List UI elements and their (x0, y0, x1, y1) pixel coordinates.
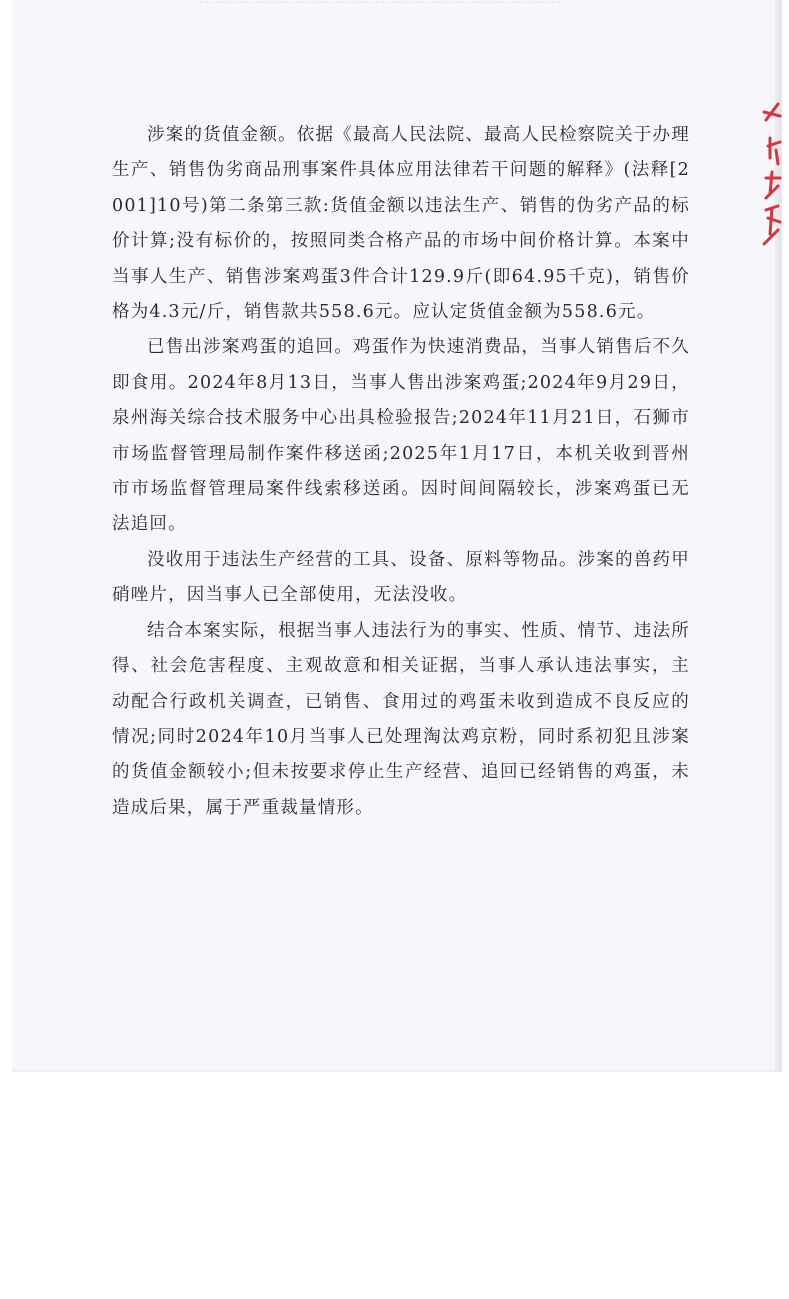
paragraph-recovery: 已售出涉案鸡蛋的追回。鸡蛋作为快速消费品，当事人销售后不久即食用。2024年8月13日，当事人售出涉案鸡蛋;2024年9月29日，泉州海关综合技术服务中心出具检验报告;2024年11月21日，石狮市市场监督管理局制作案件移送函;2025年1月17日，本机关收到晋州市市场监督管理局案件线索移送函。因时间间隔较长，涉案鸡蛋已无法追回。 (112, 337, 690, 535)
top-scan-artifact (200, 0, 560, 3)
document-body (112, 118, 690, 826)
paragraph-confiscation: 没收用于违法生产经营的工具、设备、原料等物品。涉案的兽药甲硝唑片，因当事人已全部使用，无法没收。 (112, 549, 690, 606)
red-seal-stamp (758, 98, 786, 248)
paragraph-discretion: 结合本案实际，根据当事人违法行为的事实、性质、情节、违法所得、社会危害程度、主观故意和相关证据，当事人承认违法事实，主动配合行政机关调查，已销售、食用过的鸡蛋未收到造成不良反应的情况;同时2024年10月当事人已处理淘汰鸡京粉，同时系初犯且涉案的货值金额较小;但未按要求停止生产经营、追回已经销售的鸡蛋，未造成后果，属于严重裁量情形。 (112, 620, 690, 818)
paragraph-goods-value: 涉案的货值金额。依据《最高人民法院、最高人民检察院关于办理生产、销售伪劣商品刑事案件具体应用法律若干问题的解释》(法释[2001]10号)第二条第三款:货值金额以违法生产、销售的伪劣产品的标价计算;没有标价的，按照同类合格产品的市场中间价格计算。本案中当事人生产、销售涉案鸡蛋3件合计129.9斤(即64.95千克)，销售价格为4.3元/斤，销售款共558.6元。应认定货值金额为558.6元。 (112, 125, 690, 323)
